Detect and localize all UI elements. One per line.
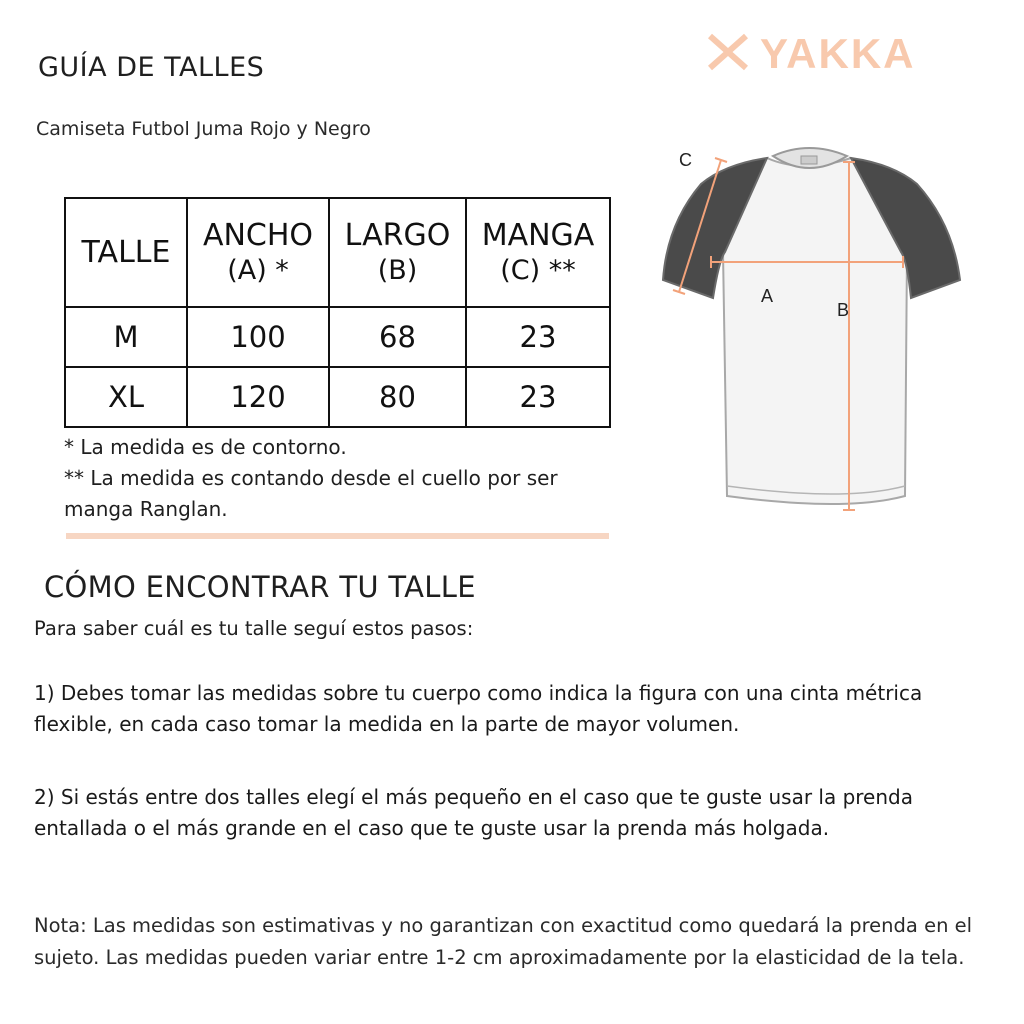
header-ancho: ANCHO (A) * (187, 198, 329, 307)
header-manga: MANGA (C) ** (466, 198, 610, 307)
how-to-intro: Para saber cuál es tu talle seguí estos pasos: (34, 617, 474, 640)
header-talle: TALLE (65, 198, 187, 307)
cell-manga: 23 (466, 307, 610, 367)
cell-largo: 68 (329, 307, 466, 367)
step-2: 2) Si estás entre dos talles elegí el más pequeño en el caso que te guste usar la prenda entallada o el más grande en el caso que te guste usar la prenda más holgada. (34, 785, 913, 840)
label-c: C (679, 150, 692, 170)
label-b: B (837, 300, 850, 320)
table-notes (64, 432, 624, 525)
cell-talle: XL (65, 367, 187, 427)
brand-logo (706, 28, 958, 76)
table-header-row (65, 198, 610, 307)
label-a: A (761, 286, 774, 306)
cell-ancho: 120 (187, 367, 329, 427)
table-row (65, 367, 610, 427)
section-divider (66, 533, 609, 539)
table-row (65, 307, 610, 367)
cell-ancho: 100 (187, 307, 329, 367)
cell-talle: M (65, 307, 187, 367)
shirt-tag (801, 156, 817, 164)
size-table (64, 197, 611, 428)
product-subtitle: Camiseta Futbol Juma Rojo y Negro (36, 118, 371, 140)
note-contorno: * La medida es de contorno. (64, 435, 347, 459)
note-ranglan: ** La medida es contando desde el cuello por ser manga Ranglan. (64, 466, 558, 521)
cell-manga: 23 (466, 367, 610, 427)
step-1: 1) Debes tomar las medidas sobre tu cuerpo como indica la figura con una cinta métrica flexible, en cada caso tomar la medida en la parte de mayor volumen. (34, 681, 923, 736)
cell-largo: 80 (329, 367, 466, 427)
header-largo: LARGO (B) (329, 198, 466, 307)
disclaimer-note: Nota: Las medidas son estimativas y no garantizan con exactitud como quedará la prenda en el sujeto. Las medidas pueden variar entre 1-2 cm aproximadamente por la elasticidad de la tela. (34, 914, 973, 969)
how-to-title: CÓMO ENCONTRAR TU TALLE (44, 570, 476, 604)
brand-name: YAKKA (760, 30, 916, 76)
shirt-diagram (655, 140, 975, 520)
page-title: GUÍA DE TALLES (38, 52, 265, 83)
